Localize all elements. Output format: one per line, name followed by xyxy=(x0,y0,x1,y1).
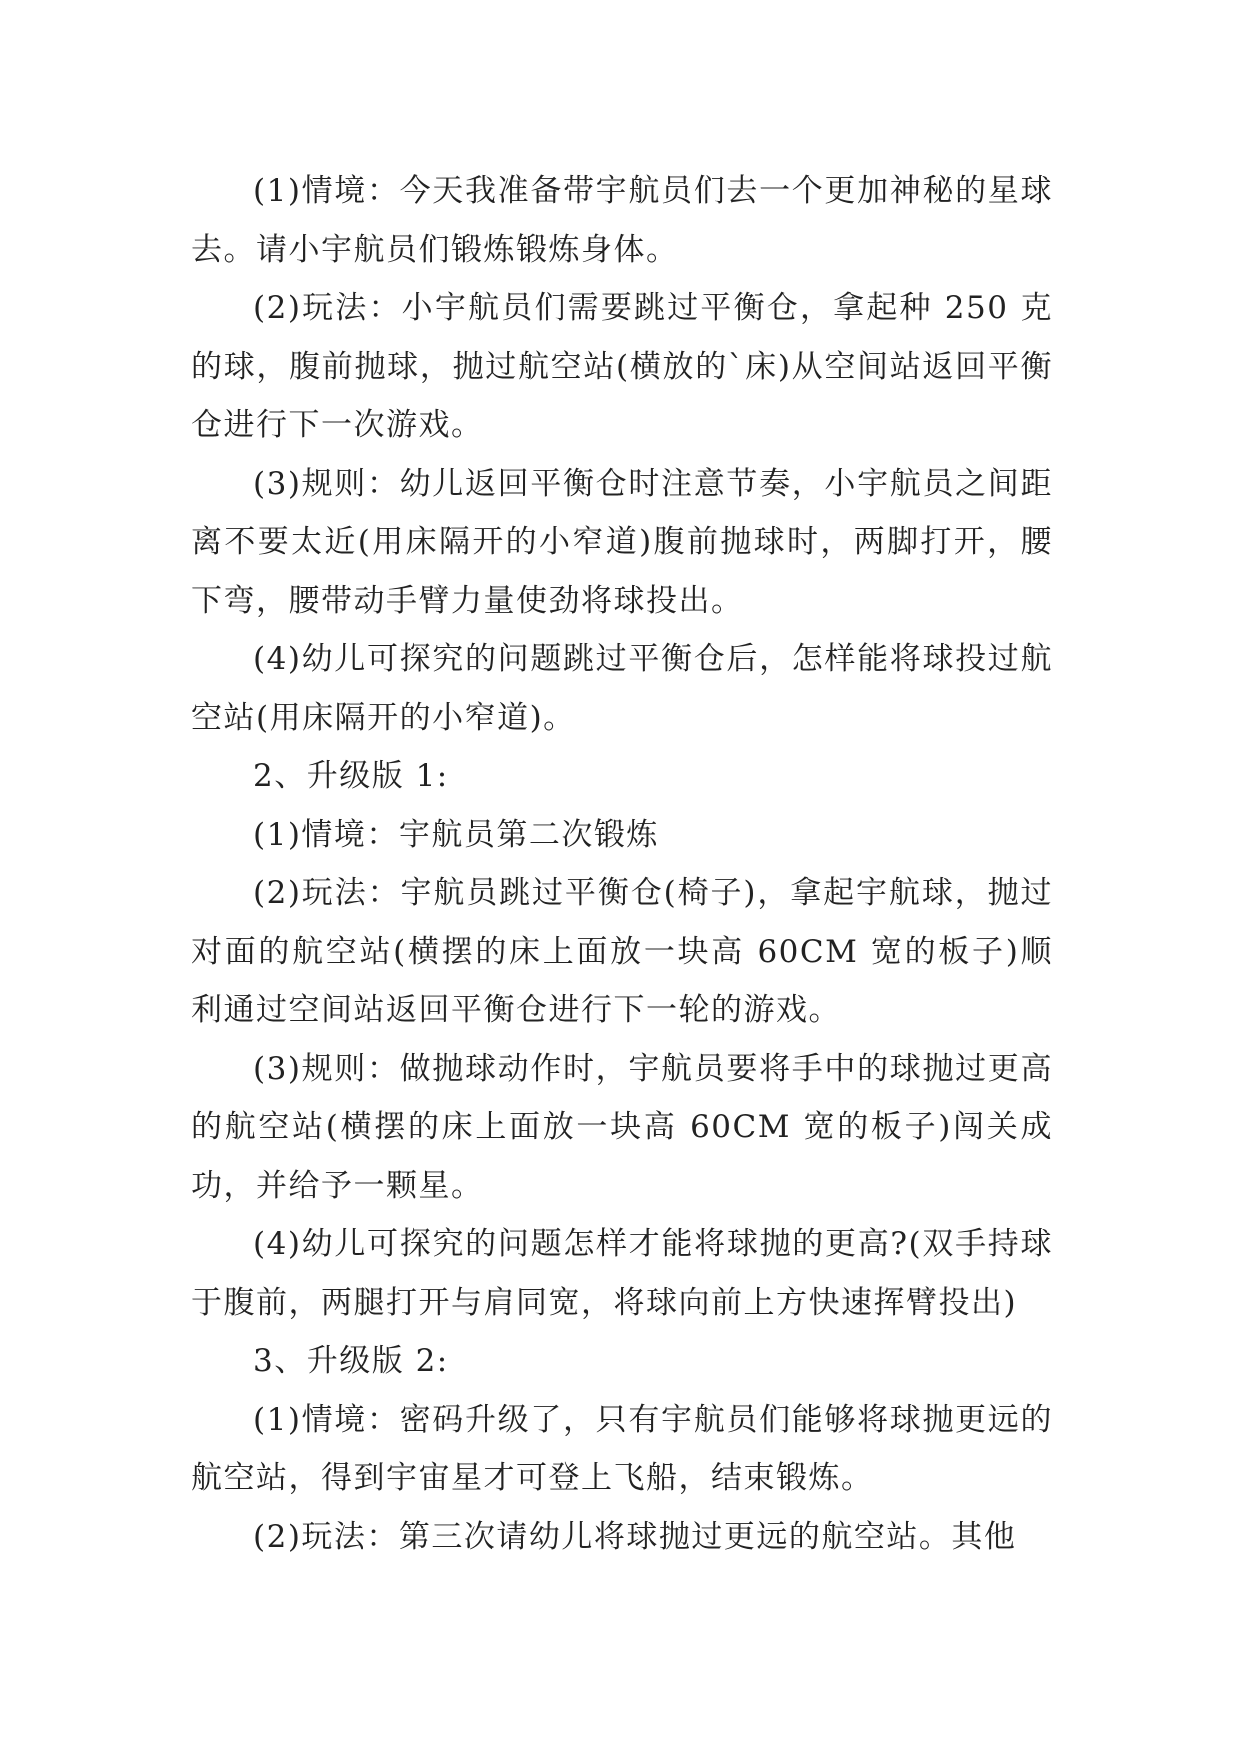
paragraph-2: (2)玩法：小宇航员们需要跳过平衡仓，拿起种 250 克的球，腹前抛球，抛过航空站(横放的`床)从空间站返回平衡仓进行下一次游戏。 xyxy=(191,290,1053,443)
paragraph-10: (2)玩法：第三次请幼儿将球抛过更远的航空站。其他 xyxy=(253,1518,1017,1555)
paragraph-5: (1)情境：宇航员第二次锻炼 xyxy=(253,816,659,853)
paragraph-1: (1)情境：今天我准备带宇航员们去一个更加神秘的星球去。请小宇航员们锻炼锻炼身体。 xyxy=(191,173,1053,268)
paragraph-3: (3)规则：幼儿返回平衡仓时注意节奏，小宇航员之间距离不要太近(用床隔开的小窄道)腹前抛球时，两脚打开，腰下弯，腰带动手臂力量使劲将球投出。 xyxy=(191,465,1053,619)
section-heading-upgrade-2: 3、升级版 2: xyxy=(253,1343,449,1379)
paragraph-8: (4)幼儿可探究的问题怎样才能将球抛的更高?(双手持球于腹前，两腿打开与肩同宽，将球向前上方快速挥臂投出) xyxy=(191,1226,1053,1321)
paragraph-7: (3)规则：做抛球动作时，宇航员要将手中的球抛过更高的航空站(横摆的床上面放一块高 60CM 宽的板子)闯关成功，并给予一颗星。 xyxy=(191,1050,1053,1204)
paragraph-6: (2)玩法：宇航员跳过平衡仓(椅子)，拿起宇航球，抛过对面的航空站(横摆的床上面放一块高 60CM 宽的板子)顺利通过空间站返回平衡仓进行下一轮的游戏。 xyxy=(191,875,1053,1028)
section-heading-upgrade-1: 2、升级版 1: xyxy=(253,758,449,794)
document-body xyxy=(191,162,1053,1566)
paragraph-4: (4)幼儿可探究的问题跳过平衡仓后，怎样能将球投过航空站(用床隔开的小窄道)。 xyxy=(191,641,1053,736)
paragraph-9: (1)情境：密码升级了，只有宇航员们能够将球抛更远的航空站，得到宇宙星才可登上飞船，结束锻炼。 xyxy=(191,1401,1053,1496)
